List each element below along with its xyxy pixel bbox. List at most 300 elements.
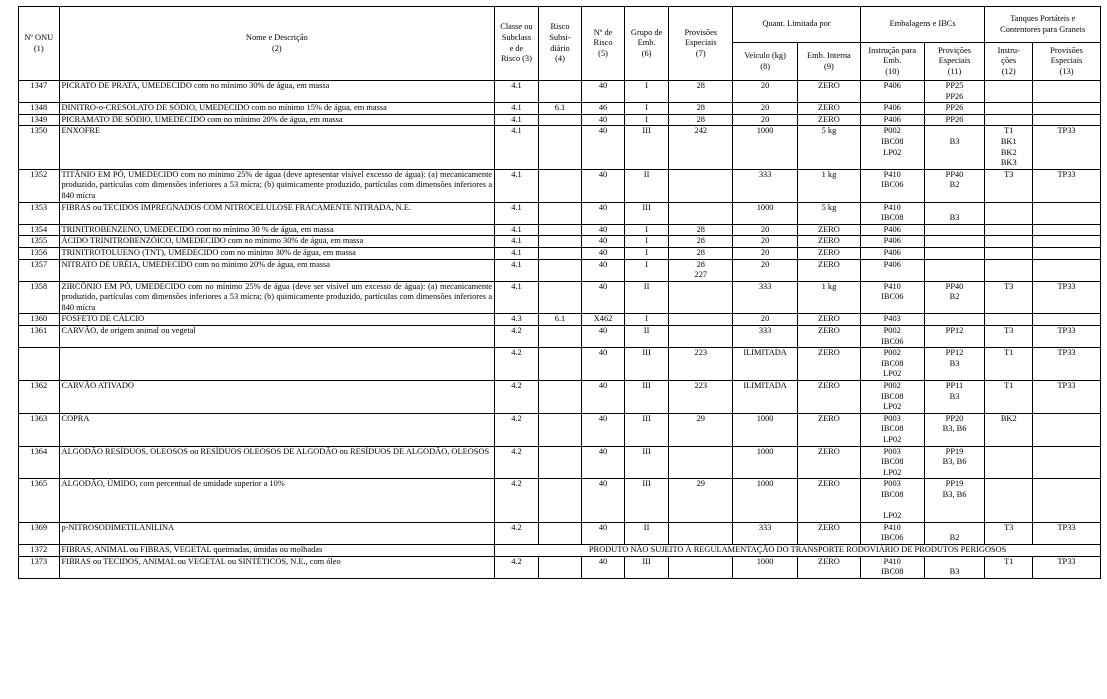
- product-name: FOSFETO DE CÁLCIO: [59, 314, 495, 326]
- numero-risco: 40: [582, 348, 625, 381]
- risco-subsidiario: [538, 522, 582, 544]
- instrucao-embalagem-line: P410: [883, 202, 901, 212]
- header-tanques: Tanques Portáteis e Contentores para Graneis: [985, 7, 1101, 43]
- table-row: [19, 81, 1101, 103]
- numero-risco: 40: [582, 381, 625, 414]
- onu-number: 1354: [19, 224, 60, 236]
- quant-emb-interna: ZERO: [798, 259, 861, 281]
- provisoes-especiais-11: [924, 202, 985, 224]
- provisoes-especiais: [669, 314, 733, 326]
- tanque-instrucoes: [985, 381, 1033, 414]
- quant-emb-interna: 1 kg: [798, 169, 861, 202]
- instrucao-embalagem-line: LP02: [883, 147, 902, 157]
- product-name: FIBRAS ou TECIDOS IMPREGNADOS COM NITROCELULOSE FRACAMENTE NITRADA, N.E.: [59, 202, 495, 224]
- onu-number: 1363: [19, 413, 60, 446]
- grupo-embalagem: I: [624, 103, 669, 115]
- product-name: FIBRAS, ANIMAL ou FIBRAS, VEGETAL queimadas, úmidas ou molhadas: [59, 544, 495, 556]
- instrucao-embalagem: [860, 381, 924, 414]
- classe-risco: 4.1: [495, 126, 539, 169]
- classe-risco: 4.1: [495, 247, 539, 259]
- instrucao-embalagem: [860, 281, 924, 314]
- tanque-instrucoes-line: T3: [1004, 326, 1014, 336]
- quant-emb-interna: ZERO: [798, 81, 861, 103]
- tanque-instrucoes: [985, 126, 1033, 169]
- tanque-instrucoes-line: T1: [1004, 126, 1014, 136]
- provisoes-especiais-11-line: PP26: [945, 91, 964, 101]
- provisoes-especiais-13: TP33: [1033, 126, 1101, 169]
- provisoes-especiais-13: [1033, 236, 1101, 248]
- onu-number: 1352: [19, 169, 60, 202]
- instrucao-embalagem-line: P003: [883, 446, 901, 456]
- instrucao-embalagem-line: LP02: [883, 435, 902, 444]
- table-row: [19, 247, 1101, 259]
- product-name: TITÂNIO EM PÓ, UMEDECIDO com no mínimo 25% de água (deve apresentar visível excesso de água): (a) mecanicamente produzido, partículas com dimensões inferiores a 53 mícra; (b) quimicamente produzido, partículas com dimensões inferiores a 840 mícra: [59, 169, 495, 202]
- instrucao-embalagem-line: P410: [883, 556, 901, 566]
- provisoes-especiais: 28: [669, 247, 733, 259]
- grupo-embalagem: III: [624, 479, 669, 522]
- table-row: [19, 348, 1101, 381]
- provisoes-especiais-11: [924, 479, 985, 522]
- provisoes-especiais-11: [924, 114, 985, 126]
- instrucao-embalagem-line: LP02: [883, 402, 902, 412]
- provisoes-especiais-11-line: PP12: [945, 348, 964, 358]
- classe-risco: 4.2: [495, 522, 539, 544]
- provisoes-especiais-13: TP33: [1033, 556, 1101, 578]
- quant-veiculo: 333: [733, 281, 798, 314]
- header-quant-limitada: Quant. Limitada por: [733, 7, 861, 43]
- quant-emb-interna: ZERO: [798, 413, 861, 446]
- header-provisoes-13: Provisões Especiais (13): [1033, 43, 1101, 81]
- provisoes-especiais-11: [924, 236, 985, 248]
- risco-subsidiario: [538, 114, 582, 126]
- header-numero-risco: Nº de Risco (5): [582, 7, 625, 81]
- table-body: [19, 81, 1101, 579]
- provisoes-especiais: 28: [669, 103, 733, 115]
- quant-emb-interna: 5 kg: [798, 126, 861, 169]
- header-nome: Nome e Descrição (2): [59, 7, 495, 81]
- quant-veiculo: 20: [733, 114, 798, 126]
- instrucao-embalagem-line: IBC08: [881, 489, 904, 499]
- table-row: [19, 381, 1101, 414]
- table-row: [19, 314, 1101, 326]
- provisoes-especiais: [669, 169, 733, 202]
- onu-number: 1362: [19, 381, 60, 414]
- table-row: [19, 326, 1101, 348]
- quant-veiculo: 333: [733, 169, 798, 202]
- provisoes-especiais-11: [924, 281, 985, 314]
- quant-emb-interna: ZERO: [798, 236, 861, 248]
- provisoes-especiais-13: [1033, 247, 1101, 259]
- dangerous-goods-table: [18, 6, 1101, 579]
- classe-risco: 4.2: [495, 479, 539, 522]
- tanque-instrucoes: [985, 479, 1033, 522]
- provisoes-especiais-11-line: B3, B6: [942, 457, 967, 467]
- quant-veiculo: 20: [733, 236, 798, 248]
- quant-emb-interna: ZERO: [798, 522, 861, 544]
- numero-risco: 40: [582, 126, 625, 169]
- onu-number: 1361: [19, 326, 60, 348]
- product-name: p-NITROSODIMETILANILINA: [59, 522, 495, 544]
- instrucao-embalagem-line: LP02: [883, 369, 902, 379]
- numero-risco: 40: [582, 479, 625, 522]
- instrucao-embalagem-line: IBC06: [881, 180, 904, 190]
- provisoes-especiais-11: [924, 314, 985, 326]
- provisoes-especiais-13: [1033, 103, 1101, 115]
- provisoes-especiais-11-line: B2: [949, 292, 960, 302]
- tanque-instrucoes-line: BK1: [1000, 136, 1017, 146]
- product-name: ZIRCÔNIO EM PÓ, UMEDECIDO com no mínimo 25% de água (deve ser visível um excesso de água): (a) mecanicamente produzido, partículas com dimensões inferiores a 53 mícra; (b) quimicamente produzido, partículas com dimensões inferiores a 840 mícra: [59, 281, 495, 314]
- provisoes-especiais-11-line: PP26: [945, 114, 964, 124]
- provisoes-especiais-11: [924, 224, 985, 236]
- table-row: [19, 236, 1101, 248]
- table-row: [19, 479, 1101, 522]
- risco-subsidiario: [538, 281, 582, 314]
- provisoes-especiais-11-line: PP40: [945, 281, 964, 291]
- header-emb-interna: Emb. Interna (9): [798, 43, 861, 81]
- onu-number: 1347: [19, 81, 60, 103]
- numero-risco: 40: [582, 202, 625, 224]
- header-risco-subsidiario: Risco Subsi- diário (4): [538, 7, 582, 81]
- quant-veiculo: 20: [733, 224, 798, 236]
- classe-risco: 4.1: [495, 236, 539, 248]
- grupo-embalagem: I: [624, 314, 669, 326]
- onu-number: 1353: [19, 202, 60, 224]
- tanque-instrucoes-line: T1: [1004, 556, 1014, 566]
- instrucao-embalagem-line: P003: [883, 413, 901, 423]
- classe-risco: 4.2: [495, 326, 539, 348]
- table-row: [19, 114, 1101, 126]
- header-grupo-emb: Grupo de Emb. (6): [624, 7, 669, 81]
- instrucao-embalagem: [860, 522, 924, 544]
- provisoes-especiais: [669, 202, 733, 224]
- grupo-embalagem: III: [624, 202, 669, 224]
- provisoes-especiais-11-line: PP40: [945, 169, 964, 179]
- tanque-instrucoes-line: T3: [1004, 281, 1014, 291]
- provisoes-especiais-11-line: [926, 523, 984, 534]
- instrucao-embalagem-line: IBC08: [881, 358, 904, 368]
- provisoes-especiais-13: [1033, 314, 1101, 326]
- product-name: CARVÃO ATIVADO: [59, 381, 495, 414]
- risco-subsidiario: [538, 247, 582, 259]
- grupo-embalagem: II: [624, 522, 669, 544]
- provisoes-especiais-11-line: PP25: [945, 81, 964, 90]
- instrucao-embalagem-line: P406: [883, 81, 901, 90]
- numero-risco: 40: [582, 247, 625, 259]
- header-provisoes-especiais: Provisões Especiais (7): [669, 7, 733, 81]
- provisoes-especiais-11: [924, 126, 985, 169]
- header-classe: Classe ou Subclass e de Risco (3): [495, 7, 539, 81]
- onu-number: [19, 348, 60, 381]
- provisoes-especiais: 29: [669, 413, 733, 446]
- provisoes-especiais-11-line: [926, 557, 984, 568]
- instrucao-embalagem-line: P406: [883, 103, 901, 113]
- quant-veiculo: 1000: [733, 126, 798, 169]
- instrucao-embalagem-line: P403: [883, 314, 901, 324]
- classe-risco: 4.2: [495, 446, 539, 479]
- instrucao-embalagem-line: IBC06: [881, 533, 904, 543]
- tanque-instrucoes-line: T3: [1004, 522, 1014, 532]
- instrucao-embalagem-line: IBC08: [881, 457, 904, 467]
- instrucao-embalagem-line: P002: [883, 326, 901, 336]
- instrucao-embalagem: [860, 479, 924, 522]
- provisoes-especiais-11-line: B2: [949, 180, 960, 190]
- instrucao-embalagem-line: [862, 501, 923, 512]
- provisoes-especiais-13: [1033, 479, 1101, 522]
- product-name: [59, 348, 495, 381]
- quant-emb-interna: ZERO: [798, 114, 861, 126]
- table-row: [19, 522, 1101, 544]
- provisoes-especiais-11: [924, 446, 985, 479]
- classe-risco: 4.1: [495, 281, 539, 314]
- quant-veiculo: 20: [733, 81, 798, 103]
- instrucao-embalagem: [860, 247, 924, 259]
- grupo-embalagem: III: [624, 381, 669, 414]
- classe-risco: 4.2: [495, 381, 539, 414]
- provisoes-especiais-11-line: PP12: [945, 326, 964, 336]
- grupo-embalagem: III: [624, 126, 669, 169]
- provisoes-especiais-13: TP33: [1033, 326, 1101, 348]
- tanque-instrucoes-line: BK2: [1000, 413, 1017, 423]
- instrucao-embalagem-line: IBC08: [881, 567, 904, 577]
- risco-subsidiario: [538, 81, 582, 103]
- provisoes-especiais-11-line: PP19: [945, 446, 964, 456]
- numero-risco: 40: [582, 224, 625, 236]
- product-name: ÁCIDO TRINITROBENZÓICO, UMEDECIDO com no mínimo 30% de água, em massa: [59, 236, 495, 248]
- provisoes-especiais-11: [924, 348, 985, 381]
- instrucao-embalagem-line: P002: [883, 381, 901, 391]
- onu-number: 1355: [19, 236, 60, 248]
- provisoes-especiais-11: [924, 81, 985, 103]
- tanque-instrucoes: [985, 247, 1033, 259]
- provisoes-especiais-11: [924, 169, 985, 202]
- provisoes-especiais-11: [924, 259, 985, 281]
- provisoes-especiais: 223: [669, 381, 733, 414]
- quant-emb-interna: ZERO: [798, 556, 861, 578]
- risco-subsidiario: [538, 381, 582, 414]
- product-name: TRINITROTOLUENO (TNT), UMEDECIDO com no mínimo 30% de água, em massa: [59, 247, 495, 259]
- instrucao-embalagem: [860, 413, 924, 446]
- onu-number: 1358: [19, 281, 60, 314]
- table-row: [19, 259, 1101, 281]
- risco-subsidiario: [538, 236, 582, 248]
- numero-risco: 40: [582, 169, 625, 202]
- provisoes-especiais: 28: [669, 114, 733, 126]
- tanque-instrucoes: [985, 114, 1033, 126]
- grupo-embalagem: II: [624, 281, 669, 314]
- quant-emb-interna: ZERO: [798, 224, 861, 236]
- instrucao-embalagem-line: P406: [883, 247, 901, 257]
- provisoes-especiais-11-line: B2: [949, 533, 960, 543]
- grupo-embalagem: I: [624, 114, 669, 126]
- classe-risco: 4.1: [495, 259, 539, 281]
- provisoes-especiais-11: [924, 326, 985, 348]
- table-row: [19, 126, 1101, 169]
- instrucao-embalagem-line: IBC08: [881, 136, 904, 146]
- quant-emb-interna: ZERO: [798, 348, 861, 381]
- instrucao-embalagem-line: LP02: [883, 511, 902, 521]
- tanque-instrucoes-line: T1: [1004, 381, 1014, 391]
- table-row: [19, 413, 1101, 446]
- instrucao-embalagem: [860, 326, 924, 348]
- classe-risco: 4.3: [495, 314, 539, 326]
- instrucao-embalagem-line: IBC08: [881, 391, 904, 401]
- provisoes-especiais: 28 227: [669, 259, 733, 281]
- instrucao-embalagem-line: P410: [883, 281, 901, 291]
- instrucao-embalagem-line: P406: [883, 114, 901, 124]
- risco-subsidiario: [538, 413, 582, 446]
- product-name: PICRAMATO DE SÓDIO, UMEDECIDO com no mínimo 20% de água, em massa: [59, 114, 495, 126]
- header-provisoes-11: Provições Especiais (11): [924, 43, 985, 81]
- quant-emb-interna: ZERO: [798, 381, 861, 414]
- table-row: [19, 224, 1101, 236]
- tanque-instrucoes: [985, 202, 1033, 224]
- quant-veiculo: 20: [733, 259, 798, 281]
- product-name: ENXOFRE: [59, 126, 495, 169]
- instrucao-embalagem: [860, 103, 924, 115]
- quant-emb-interna: ZERO: [798, 446, 861, 479]
- quant-veiculo: 1000: [733, 413, 798, 446]
- numero-risco: 40: [582, 259, 625, 281]
- quant-veiculo: ILIMITADA: [733, 348, 798, 381]
- numero-risco: 40: [582, 522, 625, 544]
- numero-risco: X462: [582, 314, 625, 326]
- tanque-instrucoes-line: BK3: [1000, 158, 1017, 168]
- provisoes-especiais-11-line: [926, 203, 984, 214]
- grupo-embalagem: I: [624, 81, 669, 103]
- instrucao-embalagem-line: P002: [883, 348, 901, 358]
- product-name: ALGODÃO, ÚMIDO, com percentual de umidade superior a 10%: [59, 479, 495, 522]
- quant-emb-interna: ZERO: [798, 103, 861, 115]
- product-name: PICRATO DE PRATA, UMEDECIDO com no mínimo 30% de água, em massa: [59, 81, 495, 103]
- risco-subsidiario: [538, 126, 582, 169]
- tanque-instrucoes: [985, 236, 1033, 248]
- onu-number: 1350: [19, 126, 60, 169]
- numero-risco: 40: [582, 326, 625, 348]
- instrucao-embalagem: [860, 81, 924, 103]
- risco-subsidiario: [538, 479, 582, 522]
- header-instrucao-emb: Instrução para Emb. (10): [860, 43, 924, 81]
- grupo-embalagem: III: [624, 446, 669, 479]
- numero-risco: 40: [582, 236, 625, 248]
- instrucao-embalagem: [860, 236, 924, 248]
- table-row: [19, 169, 1101, 202]
- provisoes-especiais-13: TP33: [1033, 381, 1101, 414]
- tanque-instrucoes: [985, 556, 1033, 578]
- provisoes-especiais: 242: [669, 126, 733, 169]
- numero-risco: 40: [582, 81, 625, 103]
- provisoes-especiais-11: [924, 381, 985, 414]
- quant-emb-interna: 5 kg: [798, 202, 861, 224]
- provisoes-especiais: 29: [669, 479, 733, 522]
- classe-risco: 4.2: [495, 413, 539, 446]
- instrucao-embalagem-line: IBC06: [881, 336, 904, 346]
- risco-subsidiario: [538, 556, 582, 578]
- provisoes-especiais: [669, 522, 733, 544]
- instrucao-embalagem-line: IBC08: [881, 213, 904, 223]
- not-regulated-note: PRODUTO NÃO SUJEITO À REGULAMENTAÇÃO DO TRANSPORTE RODOVIÁRIO DE PRODUTOS PERIGOSOS: [495, 544, 1101, 556]
- quant-veiculo: 1000: [733, 446, 798, 479]
- grupo-embalagem: III: [624, 556, 669, 578]
- risco-subsidiario: [538, 259, 582, 281]
- product-name: FIBRAS ou TECIDOS, ANIMAL ou VEGETAL ou SINTÉTICOS, N.E., com óleo: [59, 556, 495, 578]
- risco-subsidiario: [538, 326, 582, 348]
- provisoes-especiais-11-line: [926, 126, 984, 137]
- grupo-embalagem: III: [624, 413, 669, 446]
- grupo-embalagem: II: [624, 169, 669, 202]
- provisoes-especiais-13: [1033, 224, 1101, 236]
- provisoes-especiais-11: [924, 247, 985, 259]
- provisoes-especiais-13: [1033, 446, 1101, 479]
- provisoes-especiais: [669, 446, 733, 479]
- provisoes-especiais-13: TP33: [1033, 348, 1101, 381]
- provisoes-especiais-11-line: PP26: [945, 103, 964, 113]
- table-row: [19, 103, 1101, 115]
- risco-subsidiario: 6.1: [538, 103, 582, 115]
- onu-number: 1349: [19, 114, 60, 126]
- provisoes-especiais-11-line: B3: [949, 213, 960, 223]
- provisoes-especiais-13: TP33: [1033, 281, 1101, 314]
- header-embalagens-ibcs: Embalagens e IBCs: [860, 7, 985, 43]
- quant-veiculo: 1000: [733, 556, 798, 578]
- quant-veiculo: ILIMITADA: [733, 381, 798, 414]
- tanque-instrucoes: [985, 413, 1033, 446]
- instrucao-embalagem: [860, 202, 924, 224]
- risco-subsidiario: [538, 348, 582, 381]
- provisoes-especiais-11-line: B3, B6: [942, 489, 967, 499]
- tanque-instrucoes: [985, 224, 1033, 236]
- quant-emb-interna: ZERO: [798, 479, 861, 522]
- provisoes-especiais-11-line: PP11: [945, 381, 964, 391]
- table-row: [19, 556, 1101, 578]
- quant-emb-interna: ZERO: [798, 247, 861, 259]
- classe-risco: 4.1: [495, 81, 539, 103]
- risco-subsidiario: [538, 169, 582, 202]
- classe-risco: 4.1: [495, 103, 539, 115]
- quant-emb-interna: ZERO: [798, 314, 861, 326]
- numero-risco: 46: [582, 103, 625, 115]
- instrucao-embalagem-line: P410: [883, 169, 901, 179]
- quant-veiculo: 20: [733, 103, 798, 115]
- grupo-embalagem: III: [624, 348, 669, 381]
- instrucao-embalagem: [860, 446, 924, 479]
- instrucao-embalagem: [860, 314, 924, 326]
- instrucao-embalagem-line: P410: [883, 522, 901, 532]
- tanque-instrucoes-line: T3: [1004, 169, 1014, 179]
- provisoes-especiais: 28: [669, 236, 733, 248]
- grupo-embalagem: I: [624, 224, 669, 236]
- instrucao-embalagem-line: P406: [883, 259, 901, 269]
- numero-risco: 40: [582, 281, 625, 314]
- classe-risco: 4.2: [495, 556, 539, 578]
- provisoes-especiais-11-line: B3: [949, 391, 960, 401]
- tanque-instrucoes-line: T1: [1004, 348, 1014, 358]
- classe-risco: 4.1: [495, 114, 539, 126]
- table-row: [19, 202, 1101, 224]
- instrucao-embalagem: [860, 259, 924, 281]
- tanque-instrucoes: [985, 348, 1033, 381]
- tanque-instrucoes: [985, 446, 1033, 479]
- classe-risco: 4.1: [495, 224, 539, 236]
- provisoes-especiais-11: [924, 103, 985, 115]
- quant-veiculo: 1000: [733, 202, 798, 224]
- instrucao-embalagem-line: P406: [883, 236, 901, 246]
- instrucao-embalagem: [860, 169, 924, 202]
- provisoes-especiais-11: [924, 413, 985, 446]
- onu-number: 1357: [19, 259, 60, 281]
- provisoes-especiais-11-line: B3: [949, 136, 960, 146]
- header-onu: Nº ONU (1): [19, 7, 60, 81]
- instrucao-embalagem: [860, 348, 924, 381]
